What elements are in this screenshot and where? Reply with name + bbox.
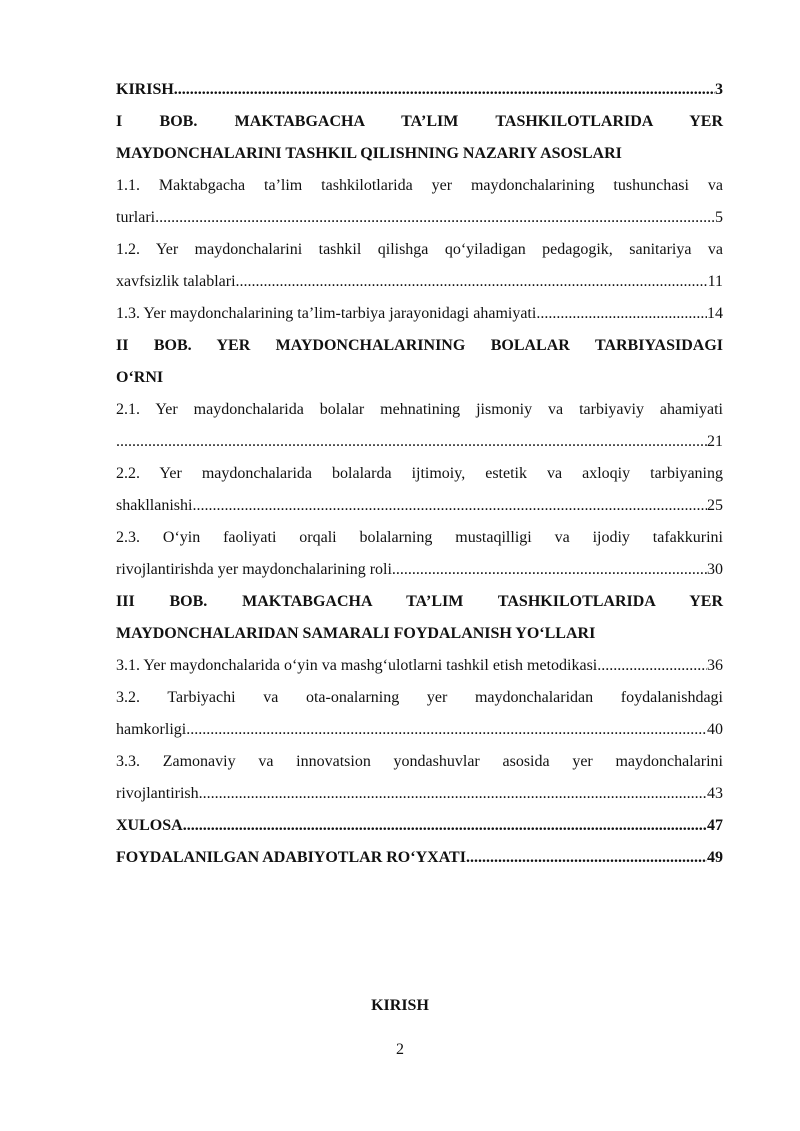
dot-leader bbox=[183, 810, 707, 842]
toc-entry-page: 49 bbox=[707, 849, 723, 866]
toc-entry-page: 43 bbox=[707, 785, 723, 802]
toc-entry-page: 30 bbox=[707, 561, 723, 578]
toc-entry-2-2[interactable] bbox=[116, 490, 723, 522]
toc-entry-title: 1.3. Yer maydonchalarining ta’lim-tarbiya jarayonidagi ahamiyati bbox=[116, 305, 537, 322]
toc-chapter-2-line1[interactable]: II BOB. YER MAYDONCHALARINING BOLALAR TARBIYASIDAGI bbox=[116, 337, 723, 354]
toc-entry-1-1-line1[interactable]: 1.1. Maktabgacha ta’lim tashkilotlarida yer maydonchalarining tushunchasi va bbox=[116, 177, 723, 194]
toc-entry-page: 5 bbox=[715, 209, 723, 226]
dot-leader bbox=[186, 714, 707, 746]
toc-entry-title: KIRISH bbox=[116, 81, 174, 98]
toc-entry-2-1[interactable] bbox=[116, 426, 723, 458]
toc-entry-adabiyotlar[interactable] bbox=[116, 842, 723, 874]
dot-leader bbox=[466, 842, 707, 874]
toc-entry-1-1[interactable] bbox=[116, 202, 723, 234]
toc-entry-2-2-line1[interactable]: 2.2. Yer maydonchalarida bolalarda ijtimoiy, estetik va axloqiy tarbiyaning bbox=[116, 465, 723, 482]
dot-leader bbox=[174, 74, 715, 106]
toc-entry-kirish[interactable] bbox=[116, 74, 723, 106]
toc-entry-3-3-line1[interactable]: 3.3. Zamonaviy va innovatsion yondashuvlar asosida yer maydonchalarini bbox=[116, 753, 723, 770]
toc-entry-title: xavfsizlik talablari bbox=[116, 273, 236, 290]
dot-leader bbox=[192, 490, 707, 522]
toc-entry-title: rivojlantirishda yer maydonchalarining roli bbox=[116, 561, 392, 578]
toc-chapter-1-line2[interactable]: MAYDONCHALARINI TASHKIL QILISHNING NAZARIY ASOSLARI bbox=[116, 145, 622, 162]
toc-entry-title: 3.1. Yer maydonchalarida o‘yin va mashg‘ulotlarni tashkil etish metodikasi bbox=[116, 657, 598, 674]
dot-leader bbox=[199, 778, 707, 810]
toc-entry-3-3[interactable] bbox=[116, 778, 723, 810]
toc-entry-page: 36 bbox=[707, 657, 723, 674]
section-heading: KIRISH bbox=[371, 997, 429, 1014]
toc-entry-title: rivojlantirish bbox=[116, 785, 199, 802]
toc-entry-page: 21 bbox=[707, 433, 723, 450]
dot-leader bbox=[536, 298, 707, 330]
page-number: 2 bbox=[396, 1041, 404, 1058]
toc-entry-1-3[interactable] bbox=[116, 298, 723, 330]
toc-entry-2-3[interactable] bbox=[116, 554, 723, 586]
toc-entry-page: 40 bbox=[707, 721, 723, 738]
table-of-contents bbox=[116, 74, 723, 874]
toc-chapter-2-line2[interactable]: O‘RNI bbox=[116, 369, 164, 386]
toc-entry-3-2-line1[interactable]: 3.2. Tarbiyachi va ota-onalarning yer maydonchalaridan foydalanishdagi bbox=[116, 689, 723, 706]
toc-entry-title: shakllanishi bbox=[116, 497, 193, 514]
toc-entry-1-2[interactable] bbox=[116, 266, 723, 298]
dot-leader bbox=[392, 554, 707, 586]
toc-entry-title: FOYDALANILGAN ADABIYOTLAR RO‘YXATI bbox=[116, 849, 466, 866]
toc-entry-3-1[interactable] bbox=[116, 650, 723, 682]
toc-entry-page: 11 bbox=[707, 273, 723, 290]
toc-entry-1-2-line1[interactable]: 1.2. Yer maydonchalarini tashkil qilishga qo‘yiladigan pedagogik, sanitariya va bbox=[116, 241, 723, 258]
toc-chapter-3-line1[interactable]: III BOB. MAKTABGACHA TA’LIM TASHKILOTLARIDA YER bbox=[116, 593, 723, 610]
toc-entry-title: XULOSA bbox=[116, 817, 183, 834]
dot-leader bbox=[116, 426, 707, 458]
toc-entry-page: 25 bbox=[707, 497, 723, 514]
toc-entry-page: 3 bbox=[715, 81, 723, 98]
toc-entry-page: 14 bbox=[707, 305, 723, 322]
dot-leader bbox=[155, 202, 715, 234]
toc-entry-title: hamkorligi bbox=[116, 721, 187, 738]
toc-entry-page: 47 bbox=[707, 817, 723, 834]
toc-entry-2-1-line1[interactable]: 2.1. Yer maydonchalarida bolalar mehnatining jismoniy va tarbiyaviy ahamiyati bbox=[116, 401, 723, 418]
toc-entry-xulosa[interactable] bbox=[116, 810, 723, 842]
toc-entry-title: turlari bbox=[116, 209, 156, 226]
toc-chapter-1-line1[interactable]: I BOB. MAKTABGACHA TA’LIM TASHKILOTLARIDA YER bbox=[116, 113, 723, 130]
toc-chapter-3-line2[interactable]: MAYDONCHALARIDAN SAMARALI FOYDALANISH YO‘LLARI bbox=[116, 625, 596, 642]
toc-entry-3-2[interactable] bbox=[116, 714, 723, 746]
toc-entry-2-3-line1[interactable]: 2.3. O‘yin faoliyati orqali bolalarning mustaqilligi va ijodiy tafakkurini bbox=[116, 529, 723, 546]
dot-leader bbox=[236, 266, 708, 298]
dot-leader bbox=[597, 650, 707, 682]
